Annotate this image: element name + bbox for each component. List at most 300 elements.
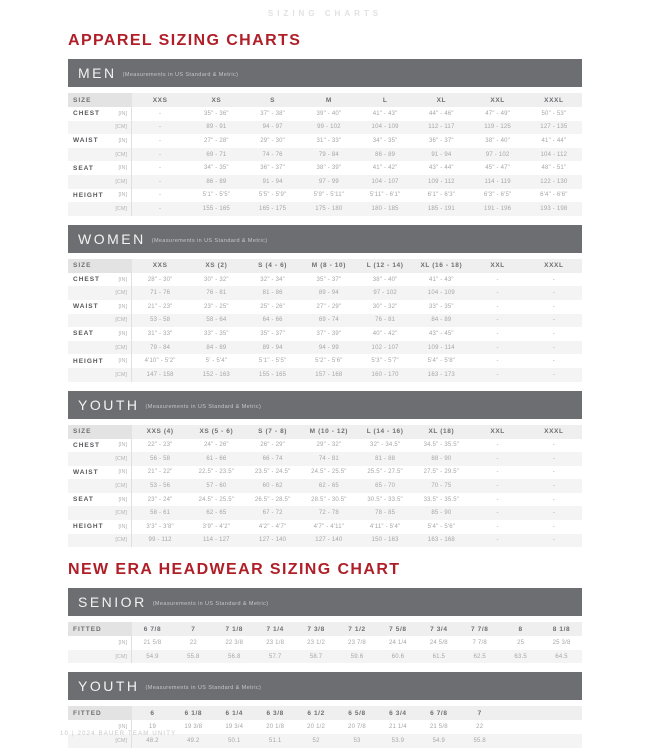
cell-value: 33" - 35" bbox=[204, 330, 229, 337]
cell-value: 43" - 45" bbox=[429, 330, 454, 337]
cell-value: 6'3" - 6'5" bbox=[483, 192, 512, 199]
cell-value: 74 - 76 bbox=[262, 151, 283, 158]
section-band-youth-headwear bbox=[68, 672, 582, 700]
cell-value: 84 - 89 bbox=[206, 344, 227, 351]
table-header-row bbox=[68, 622, 582, 636]
cell-value: 5'11" - 6'1" bbox=[369, 192, 401, 199]
table-row bbox=[68, 273, 582, 287]
cell-value: 22.5" - 23.5" bbox=[198, 469, 235, 476]
table-corner-label: FITTED bbox=[68, 706, 132, 720]
cell-value: 89 - 94 bbox=[262, 344, 283, 351]
column-header: 6 5/8 bbox=[348, 709, 366, 717]
cell-value: 5'3" - 5'7" bbox=[371, 358, 399, 365]
cell-value: - bbox=[159, 124, 162, 131]
cell-value: 58.7 bbox=[309, 653, 323, 660]
cell-value: 127 - 135 bbox=[540, 124, 568, 131]
cell-value: 112 - 117 bbox=[428, 124, 455, 131]
column-header: XXS bbox=[152, 262, 168, 270]
row-unit-label: [CM] bbox=[108, 650, 132, 664]
cell-value: 163 - 173 bbox=[427, 371, 455, 378]
page-footer: 10 | 2024 BAUER TEAM UNITY bbox=[60, 731, 177, 737]
row-unit-label: [CM] bbox=[108, 368, 132, 382]
column-header: M bbox=[325, 96, 332, 104]
cell-value: 104 - 107 bbox=[371, 178, 399, 185]
cell-value: 81 - 88 bbox=[375, 455, 396, 462]
section-subtitle: (Measurements in US Standard & Metric) bbox=[151, 237, 268, 244]
row-label: CHEST bbox=[73, 110, 101, 118]
cell-value: 5'9" - 5'11" bbox=[313, 192, 345, 199]
cell-value: - bbox=[552, 276, 555, 283]
table-row bbox=[68, 327, 582, 341]
cell-value: 20 1/2 bbox=[307, 724, 326, 731]
cell-value: 24.5" - 25.5" bbox=[198, 496, 235, 503]
cell-value: 127 - 140 bbox=[315, 537, 343, 544]
cell-value: 56.8 bbox=[228, 653, 241, 660]
cell-value: 6'4" - 6'6" bbox=[540, 192, 568, 199]
table-row bbox=[68, 202, 582, 216]
cell-value: 53 - 58 bbox=[150, 317, 171, 324]
cell-value: 104 - 109 bbox=[371, 124, 399, 131]
table-row bbox=[68, 650, 582, 664]
cell-value: 22 bbox=[189, 640, 197, 647]
column-header: 7 3/4 bbox=[430, 625, 448, 633]
section-band-youth bbox=[68, 391, 582, 419]
cell-value: - bbox=[496, 303, 499, 310]
column-header: XS bbox=[211, 96, 222, 104]
column-header: 6 bbox=[150, 709, 155, 717]
cell-value: 40" - 42" bbox=[372, 330, 398, 337]
cell-value: 86 - 89 bbox=[375, 151, 396, 158]
cell-value: 25 3/8 bbox=[552, 640, 571, 647]
column-header: 7 5/8 bbox=[389, 625, 407, 633]
table-row bbox=[68, 134, 582, 148]
cell-value: - bbox=[496, 510, 499, 517]
cell-value: 70 - 75 bbox=[431, 483, 452, 490]
cell-value: 22 bbox=[476, 724, 484, 731]
table-row bbox=[68, 354, 582, 368]
cell-value: 5'1" - 5'5" bbox=[258, 358, 287, 365]
cell-value: 34.5" - 35.5" bbox=[423, 442, 460, 449]
column-header: 6 3/4 bbox=[389, 709, 407, 717]
cell-value: - bbox=[496, 537, 499, 544]
cell-value: 109 - 114 bbox=[428, 344, 455, 351]
cell-value: 127 - 140 bbox=[259, 537, 287, 544]
table-row bbox=[68, 520, 582, 534]
cell-value: 88 - 90 bbox=[431, 455, 452, 462]
row-unit-label: [CM] bbox=[108, 479, 132, 493]
table-row bbox=[68, 300, 582, 314]
column-header: 8 bbox=[518, 625, 523, 633]
cell-value: 180 - 185 bbox=[371, 205, 399, 212]
cell-value: 64 - 66 bbox=[262, 317, 283, 324]
cell-value: - bbox=[496, 496, 499, 503]
cell-value: - bbox=[159, 165, 162, 172]
column-header: XXL bbox=[490, 96, 505, 104]
row-label: SEAT bbox=[73, 164, 94, 172]
table-row bbox=[68, 493, 582, 507]
section-subtitle: (Measurements in US Standard & Metric) bbox=[152, 601, 269, 608]
cell-value: - bbox=[159, 205, 162, 212]
column-header: XXL bbox=[490, 262, 505, 270]
cell-value: 61 - 66 bbox=[206, 455, 227, 462]
cell-value: 62.5 bbox=[473, 653, 486, 660]
cell-value: 29" - 32" bbox=[316, 442, 342, 449]
column-header: S (4 - 6) bbox=[258, 262, 288, 270]
cell-value: 28.5" - 30.5" bbox=[311, 496, 347, 503]
cell-value: 43" - 44" bbox=[429, 165, 454, 172]
cell-value: 3'3" - 3'8" bbox=[146, 523, 174, 530]
cell-value: 66 - 74 bbox=[262, 455, 283, 462]
cell-value: - bbox=[552, 358, 555, 365]
cell-value: 104 - 112 bbox=[540, 151, 568, 158]
row-unit-label: [CM] bbox=[108, 314, 132, 328]
cell-value: 175 - 180 bbox=[315, 205, 343, 212]
table-corner-label: SIZE bbox=[68, 425, 132, 439]
cell-value: 38" - 40" bbox=[485, 137, 510, 144]
cell-value: 23 7/8 bbox=[348, 640, 366, 647]
cell-value: 89 - 94 bbox=[318, 290, 339, 297]
cell-value: 5'4" - 5'6" bbox=[427, 523, 456, 530]
cell-value: - bbox=[159, 110, 162, 117]
cell-value: - bbox=[496, 358, 499, 365]
row-unit-label: [IN] bbox=[108, 300, 132, 314]
section-name: YOUTH bbox=[78, 678, 140, 695]
cell-value: 72 - 78 bbox=[318, 510, 339, 517]
cell-value: 20 1/8 bbox=[266, 724, 285, 731]
row-unit-label: [IN] bbox=[108, 520, 132, 534]
cell-value: 44" - 46" bbox=[429, 110, 454, 117]
cell-value: 185 - 191 bbox=[427, 205, 455, 212]
cell-value: 32" - 34.5" bbox=[370, 442, 401, 449]
cell-value: 24 1/4 bbox=[388, 640, 407, 647]
column-header: XXXL bbox=[544, 262, 564, 270]
cell-value: 19 3/8 bbox=[184, 724, 203, 731]
column-header: 7 bbox=[191, 625, 196, 633]
column-header: XL (16 - 18) bbox=[420, 262, 463, 270]
cell-value: - bbox=[552, 469, 555, 476]
cell-value: 28" - 30" bbox=[147, 276, 173, 283]
cell-value: - bbox=[552, 455, 555, 462]
table-header-row bbox=[68, 93, 582, 107]
cell-value: 119 - 125 bbox=[484, 124, 511, 131]
column-header: XXS (4) bbox=[146, 428, 174, 435]
cell-value: - bbox=[552, 537, 555, 544]
cell-value: - bbox=[552, 330, 555, 337]
cell-value: 4'10" - 5'2" bbox=[144, 358, 176, 365]
cell-value: 114 - 127 bbox=[203, 537, 230, 544]
row-label: HEIGHT bbox=[73, 357, 104, 365]
apparel-title: APPAREL SIZING CHARTS bbox=[68, 32, 302, 49]
cell-value: 79 - 84 bbox=[150, 344, 171, 351]
cell-value: 78 - 85 bbox=[375, 510, 396, 517]
row-unit-label: [IN] bbox=[108, 439, 132, 453]
cell-value: 155 - 165 bbox=[259, 371, 287, 378]
row-label: HEIGHT bbox=[73, 523, 104, 531]
row-label: SEAT bbox=[73, 496, 94, 504]
cell-value: 69 - 71 bbox=[206, 151, 227, 158]
cell-value: - bbox=[552, 496, 555, 503]
row-label: WAIST bbox=[73, 303, 99, 311]
cell-value: 5' - 5'4" bbox=[205, 358, 228, 365]
table-corner-label: FITTED bbox=[68, 622, 132, 636]
column-header: 6 7/8 bbox=[143, 625, 162, 633]
cell-value: 27" - 28" bbox=[204, 137, 229, 144]
cell-value: 27" - 29" bbox=[316, 303, 342, 310]
cell-value: 67 - 72 bbox=[262, 510, 283, 517]
column-header: XL (18) bbox=[428, 428, 455, 435]
cell-value: - bbox=[159, 192, 162, 199]
row-label: HEIGHT bbox=[73, 191, 104, 199]
cell-value: - bbox=[159, 137, 162, 144]
cell-value: 89 - 91 bbox=[206, 124, 227, 131]
cell-value: 6'1" - 6'3" bbox=[427, 192, 456, 199]
row-unit-label: [IN] bbox=[108, 493, 132, 507]
cell-value: 65 - 70 bbox=[375, 483, 396, 490]
youth-headwear-table bbox=[68, 706, 582, 747]
table-row bbox=[68, 189, 582, 203]
cell-value: 5'2" - 5'6" bbox=[315, 358, 343, 365]
cell-value: 58 - 64 bbox=[206, 317, 227, 324]
section-band-senior-headwear bbox=[68, 588, 582, 616]
section-name: WOMEN bbox=[78, 230, 146, 247]
table-row bbox=[68, 452, 582, 466]
column-header: M (8 - 10) bbox=[311, 262, 346, 270]
row-unit-label: [CM] bbox=[108, 506, 132, 520]
cell-value: 81 - 86 bbox=[262, 290, 283, 297]
cell-value: 21" - 22" bbox=[147, 469, 173, 476]
cell-value: 38" - 39" bbox=[316, 165, 342, 172]
cell-value: 4'7" - 4'11" bbox=[313, 523, 345, 530]
column-header: 7 bbox=[477, 709, 482, 717]
cell-value: 24" - 26" bbox=[204, 442, 229, 449]
cell-value: 41" - 42" bbox=[372, 165, 398, 172]
section-name: MEN bbox=[78, 65, 117, 81]
cell-value: 71 - 76 bbox=[150, 290, 171, 297]
cell-value: 61.5 bbox=[432, 653, 446, 660]
section-subtitle: (Measurements in US Standard & Metric) bbox=[122, 72, 239, 78]
cell-value: 60 - 62 bbox=[262, 483, 283, 490]
column-header: 6 1/2 bbox=[307, 709, 325, 717]
page-content bbox=[68, 32, 582, 748]
row-unit-label: [IN] bbox=[108, 354, 132, 368]
cell-value: 23 1/2 bbox=[307, 640, 326, 647]
cell-value: 5'4" - 5'8" bbox=[427, 358, 456, 365]
section-band-women bbox=[68, 225, 582, 253]
section-subtitle: (Measurements in US Standard & Metric) bbox=[145, 685, 262, 692]
cell-value: 45" - 47" bbox=[485, 165, 510, 172]
cell-value: 163 - 168 bbox=[427, 537, 455, 544]
column-header: XXXL bbox=[544, 428, 564, 435]
cell-value: - bbox=[496, 469, 499, 476]
cell-value: - bbox=[496, 317, 499, 324]
cell-value: - bbox=[552, 510, 555, 517]
cell-value: 27.5" - 29.5" bbox=[423, 469, 460, 476]
column-header: XXS bbox=[152, 96, 168, 104]
cell-value: 21" - 23" bbox=[147, 303, 173, 310]
column-header: 6 1/4 bbox=[225, 709, 243, 717]
column-header: S bbox=[270, 96, 276, 104]
cell-value: 157 - 168 bbox=[315, 371, 343, 378]
column-header: 6 7/8 bbox=[430, 709, 448, 717]
row-unit-label: [CM] bbox=[108, 734, 132, 748]
row-unit-label: [IN] bbox=[108, 636, 132, 650]
cell-value: 165 - 175 bbox=[259, 205, 287, 212]
cell-value: 4'2" - 4'7" bbox=[258, 523, 287, 530]
section-subtitle: (Measurements in US Standard & Metric) bbox=[145, 403, 262, 410]
cell-value: 104 - 109 bbox=[427, 290, 455, 297]
cell-value: 20 7/8 bbox=[348, 724, 366, 731]
table-row bbox=[68, 121, 582, 135]
cell-value: 86 - 89 bbox=[206, 178, 227, 185]
cell-value: 5'1" - 5'5" bbox=[202, 192, 231, 199]
cell-value: 26.5" - 28.5" bbox=[254, 496, 291, 503]
table-row bbox=[68, 161, 582, 175]
cell-value: 55.8 bbox=[187, 653, 200, 660]
section-name: SENIOR bbox=[78, 594, 147, 611]
cell-value: 26" - 29" bbox=[260, 442, 285, 449]
table-row bbox=[68, 534, 582, 548]
cell-value: 33.5" - 35.5" bbox=[423, 496, 460, 503]
cell-value: 97 - 99 bbox=[318, 178, 339, 185]
column-header: 7 3/8 bbox=[307, 625, 325, 633]
column-header: XL bbox=[436, 96, 447, 104]
cell-value: - bbox=[552, 371, 555, 378]
cell-value: 41" - 43" bbox=[429, 276, 454, 283]
column-header: M (10 - 12) bbox=[309, 428, 349, 435]
table-header-row bbox=[68, 259, 582, 273]
cell-value: 29" - 30" bbox=[260, 137, 285, 144]
table-row bbox=[68, 107, 582, 121]
cell-value: 39" - 40" bbox=[316, 110, 342, 117]
cell-value: - bbox=[552, 303, 555, 310]
cell-value: 34" - 35" bbox=[204, 165, 229, 172]
cell-value: 57 - 60 bbox=[206, 483, 227, 490]
cell-value: 48.2 bbox=[146, 737, 159, 744]
cell-value: 25" - 26" bbox=[260, 303, 285, 310]
cell-value: 35" - 36" bbox=[204, 110, 229, 117]
cell-value: 23 1/8 bbox=[266, 640, 285, 647]
cell-value: 53 bbox=[353, 737, 361, 744]
cell-value: 21 5/8 bbox=[429, 724, 448, 731]
cell-value: - bbox=[159, 178, 162, 185]
column-header: XS (2) bbox=[205, 262, 228, 270]
cell-value: 91 - 94 bbox=[431, 151, 452, 158]
cell-value: - bbox=[552, 442, 555, 449]
row-unit-label: [IN] bbox=[108, 107, 132, 121]
table-corner-label: SIZE bbox=[68, 259, 132, 273]
cell-value: 69 - 74 bbox=[318, 317, 339, 324]
cell-value: 64.5 bbox=[555, 653, 568, 660]
cell-value: 30.5" - 33.5" bbox=[367, 496, 403, 503]
row-unit-label: [CM] bbox=[108, 175, 132, 189]
men-sizing-table bbox=[68, 93, 582, 216]
column-header: S (7 - 8) bbox=[258, 428, 288, 435]
cell-value: 35" - 37" bbox=[260, 330, 285, 337]
cell-value: 122 - 130 bbox=[540, 178, 568, 185]
cell-value: - bbox=[496, 276, 499, 283]
table-row bbox=[68, 439, 582, 453]
cell-value: 36" - 37" bbox=[260, 165, 285, 172]
row-unit-label: [CM] bbox=[108, 341, 132, 355]
cell-value: 51.1 bbox=[268, 737, 282, 744]
cell-value: 99 - 112 bbox=[148, 537, 172, 544]
column-header: L (14 - 16) bbox=[366, 428, 404, 435]
cell-value: - bbox=[552, 344, 555, 351]
cell-value: 193 - 198 bbox=[540, 205, 568, 212]
column-header: 6 3/8 bbox=[266, 709, 284, 717]
column-header: XXXL bbox=[544, 96, 564, 104]
cell-value: 160 - 170 bbox=[371, 371, 399, 378]
cell-value: 47" - 49" bbox=[485, 110, 510, 117]
row-unit-label: [IN] bbox=[108, 189, 132, 203]
table-header-row bbox=[68, 706, 582, 720]
cell-value: - bbox=[496, 290, 499, 297]
cell-value: 35" - 37" bbox=[316, 276, 342, 283]
cell-value: 63.5 bbox=[514, 653, 527, 660]
row-unit-label: [CM] bbox=[108, 286, 132, 300]
cell-value: 23" - 25" bbox=[204, 303, 229, 310]
cell-value: 76 - 81 bbox=[375, 317, 396, 324]
cell-value: 94 - 99 bbox=[318, 344, 339, 351]
cell-value: - bbox=[496, 523, 499, 530]
row-unit-label: [CM] bbox=[108, 148, 132, 162]
column-header: 7 7/8 bbox=[470, 625, 489, 633]
cell-value: 59.6 bbox=[350, 653, 364, 660]
section-name: YOUTH bbox=[78, 396, 140, 413]
cell-value: 36" - 37" bbox=[429, 137, 454, 144]
cell-value: 74 - 81 bbox=[318, 455, 339, 462]
cell-value: 22 3/8 bbox=[225, 640, 244, 647]
cell-value: 37" - 38" bbox=[260, 110, 285, 117]
cell-value: 21 5/8 bbox=[143, 640, 162, 647]
table-row bbox=[68, 636, 582, 650]
row-unit-label: [CM] bbox=[108, 452, 132, 466]
row-label: CHEST bbox=[73, 276, 101, 284]
cell-value: 55.8 bbox=[473, 737, 486, 744]
youth-sizing-table bbox=[68, 425, 582, 548]
table-row bbox=[68, 368, 582, 382]
column-header: L bbox=[382, 96, 388, 104]
cell-value: 54.9 bbox=[432, 737, 446, 744]
cell-value: - bbox=[496, 483, 499, 490]
cell-value: 30" - 32" bbox=[372, 303, 398, 310]
cell-value: - bbox=[496, 344, 499, 351]
cell-value: 94 - 97 bbox=[262, 124, 283, 131]
women-sizing-table bbox=[68, 259, 582, 382]
row-unit-label: [CM] bbox=[108, 202, 132, 216]
table-row bbox=[68, 466, 582, 480]
cell-value: 57.7 bbox=[268, 653, 282, 660]
cell-value: 19 3/4 bbox=[225, 724, 244, 731]
row-unit-label: [IN] bbox=[108, 161, 132, 175]
row-label: WAIST bbox=[73, 137, 99, 145]
cell-value: 4'11" - 5'4" bbox=[369, 523, 401, 530]
cell-value: 24.5" - 25.5" bbox=[311, 469, 347, 476]
cell-value: 53 - 56 bbox=[150, 483, 171, 490]
cell-value: 155 - 165 bbox=[202, 205, 230, 212]
table-row bbox=[68, 286, 582, 300]
row-unit-label: [CM] bbox=[108, 121, 132, 135]
cell-value: 22" - 23" bbox=[147, 442, 173, 449]
row-label: CHEST bbox=[73, 441, 101, 449]
cell-value: 191 - 196 bbox=[484, 205, 512, 212]
section-band-men bbox=[68, 59, 582, 87]
cell-value: 3'9" - 4'2" bbox=[202, 523, 231, 530]
cell-value: 21 1/4 bbox=[388, 724, 407, 731]
cell-value: 7 7/8 bbox=[472, 640, 487, 647]
cell-value: 85 - 90 bbox=[431, 510, 452, 517]
cell-value: 62 - 65 bbox=[206, 510, 227, 517]
